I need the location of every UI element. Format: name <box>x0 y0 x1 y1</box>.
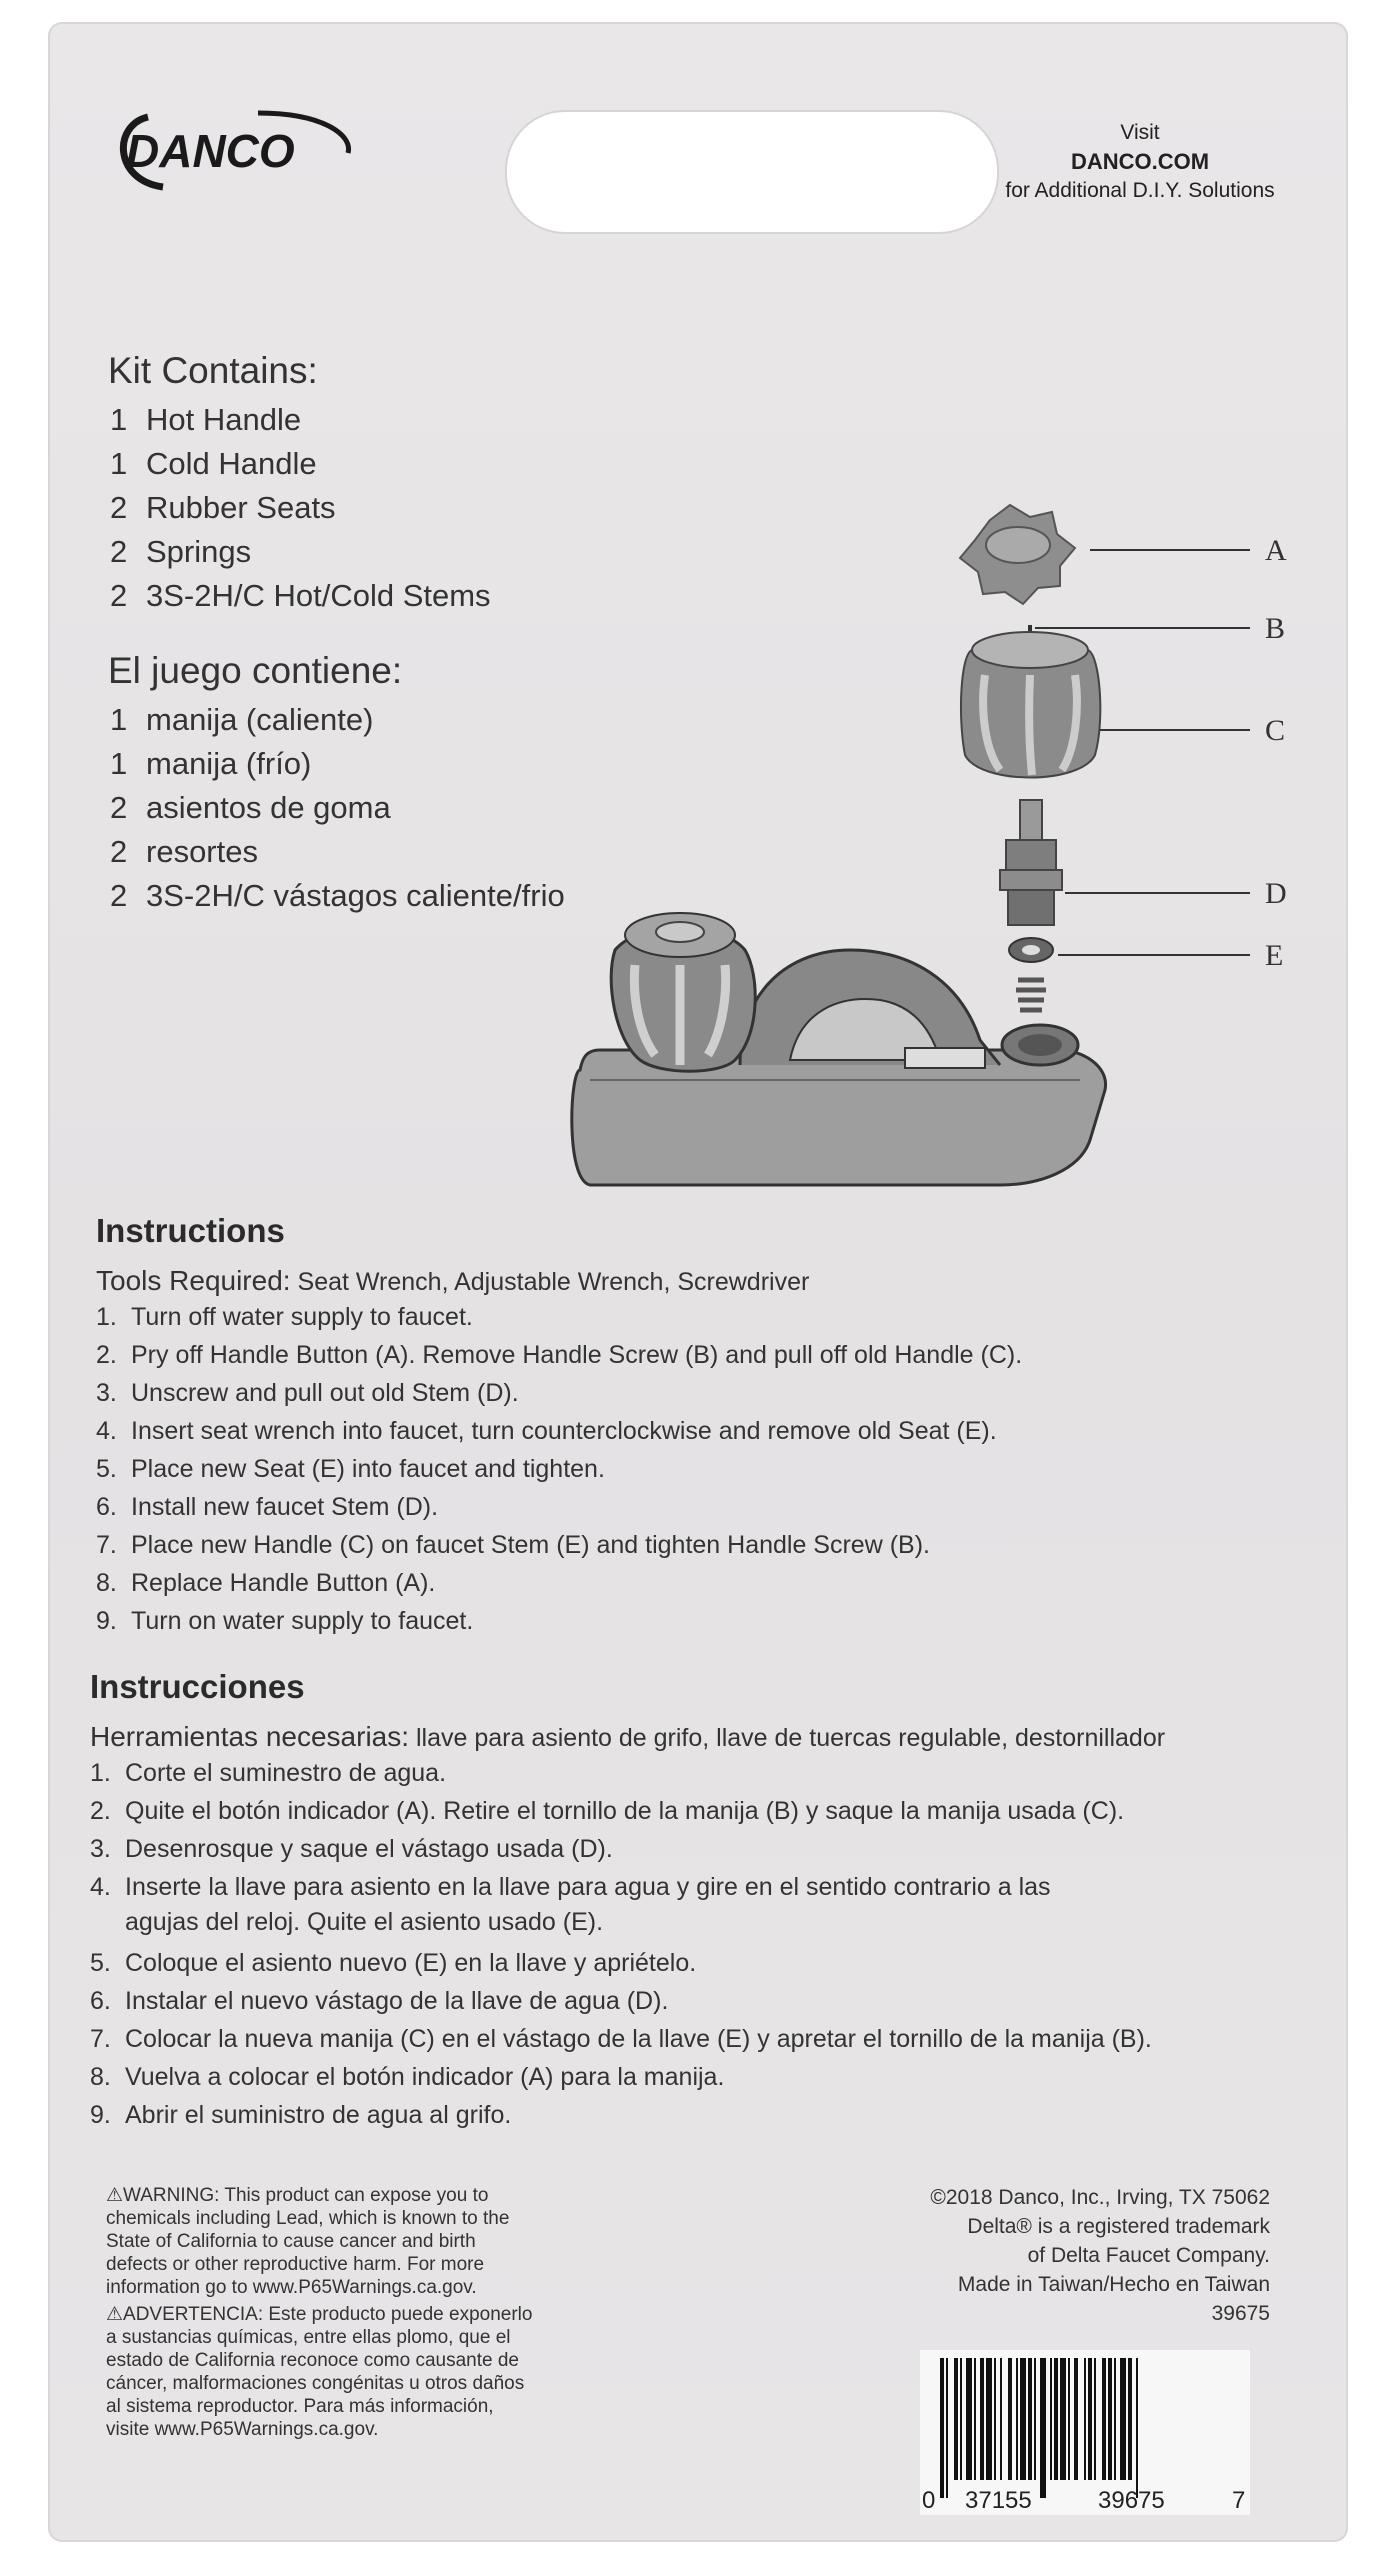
instrucciones-heading: Instrucciones <box>90 1668 305 1705</box>
barcode-bar <box>954 2358 958 2480</box>
kit-item: 2 Springs <box>110 534 252 569</box>
instruction-step-es: 3. Desenrosque y saque el vástago usada (D). <box>90 1835 613 1863</box>
barcode-bar <box>960 2358 962 2480</box>
barcode-digit-last: 7 <box>1232 2487 1246 2514</box>
instruction-step-es: 2. Quite el botón indicador (A). Retire el tornillo de la manija (B) y saque la manija usada (C). <box>90 1797 1125 1825</box>
danco-logo <box>108 105 358 195</box>
instruction-step-es-cont: agujas del reloj. Quite el asiento usado (E). <box>125 1908 604 1936</box>
instruction-step: 6. Install new faucet Stem (D). <box>96 1493 439 1521</box>
barcode-bar <box>966 2358 972 2480</box>
barcode-bar <box>1074 2358 1078 2480</box>
kit-contains-heading: Kit Contains: <box>108 350 318 391</box>
kit-item: 2 3S-2H/C Hot/Cold Stems <box>110 578 491 613</box>
instruction-step: 9. Turn on water supply to faucet. <box>96 1607 474 1635</box>
copyright-block: ©2018 Danco, Inc., Irving, TX 75062 Delta® is a registered trademark of Delta Faucet Company. Made in Taiwan/Hecho en Taiwan 39675 <box>930 2186 1270 2325</box>
instruction-step: 1. Turn off water supply to faucet. <box>96 1303 473 1331</box>
juego-contiene-heading: El juego contiene: <box>108 650 403 691</box>
diagram-label-e: E <box>1265 939 1284 972</box>
instruction-step: 4. Insert seat wrench into faucet, turn counterclockwise and remove old Seat (E). <box>96 1417 997 1445</box>
barcode-bar <box>1136 2358 1138 2498</box>
instructions-heading: Instructions <box>96 1212 285 1249</box>
handle-button-part <box>960 505 1075 604</box>
instruction-step: 3. Unscrew and pull out old Stem (D). <box>96 1379 519 1407</box>
barcode-bar <box>1020 2358 1026 2480</box>
barcode-bar <box>946 2358 948 2498</box>
barcode-bar <box>1060 2358 1066 2480</box>
barcode-bar <box>986 2358 992 2480</box>
instruction-step-es: 6. Instalar el nuevo vástago de la llave de agua (D). <box>90 1987 669 2015</box>
barcode-bar <box>1108 2358 1112 2480</box>
prop65-warning-en: ⚠WARNING: This product can expose you to chemicals including Lead, which is known to the State of California to cause cancer and birth defects or other reproductive harm. For more information go to www.P65Warnings.ca.gov. <box>106 2185 510 2298</box>
diagram-label-a: A <box>1265 534 1287 567</box>
kit-item: 2 Rubber Seats <box>110 490 336 525</box>
faucet-parts-diagram <box>560 480 1320 1260</box>
barcode-bar <box>974 2358 976 2480</box>
tools-required: Tools Required: Seat Wrench, Adjustable Wrench, Screwdriver <box>96 1265 810 1296</box>
instruction-step-es: 8. Vuelva a colocar el botón indicador (A) para la manija. <box>90 2063 725 2091</box>
instruction-step: 8. Replace Handle Button (A). <box>96 1569 436 1597</box>
barcode-bar <box>1016 2358 1018 2480</box>
prop65-warning-es: ⚠ADVERTENCIA: Este producto puede exponerlo a sustancias químicas, entre ellas plomo, que el estado de California reconoce como causante de cáncer, malformaciones congénitas u otros daños al sistema reproductor. Para más información, visite www.P65Warnings.ca.gov. <box>106 2304 533 2440</box>
barcode-digits-right: 39675 <box>1098 2487 1165 2514</box>
instruction-step-es: 4. Inserte la llave para asiento en la llave para agua y gire en el sentido contrario a las <box>90 1873 1051 1901</box>
instruction-step-es: 9. Abrir el suministro de agua al grifo. <box>90 2101 512 2129</box>
kit-item-es: 2 3S-2H/C vástagos caliente/frio <box>110 878 565 913</box>
instruction-step: 5. Place new Seat (E) into faucet and tighten. <box>96 1455 605 1483</box>
visit-line1: Visit <box>1120 121 1160 144</box>
visit-line3: for Additional D.I.Y. Solutions <box>1005 179 1275 202</box>
kit-item: 1 Hot Handle <box>110 402 302 437</box>
barcode-bar <box>1034 2358 1036 2480</box>
stem-part <box>1000 800 1062 925</box>
kit-item: 1 Cold Handle <box>110 446 317 481</box>
barcode-bar <box>1102 2358 1106 2480</box>
barcode-digits-left: 37155 <box>965 2487 1032 2514</box>
seat-spring-part <box>1009 938 1053 1010</box>
barcode-bar <box>1114 2358 1116 2480</box>
handle-part <box>961 632 1100 778</box>
barcode-bar <box>940 2358 944 2498</box>
herramientas-necesarias: Herramientas necesarias: llave para asiento de grifo, llave de tuercas regulable, destornillador <box>90 1721 1166 1752</box>
barcode-bar <box>1120 2358 1126 2480</box>
logo-text: DANCO <box>126 125 295 177</box>
kit-item-es: 1 manija (frío) <box>110 746 312 781</box>
barcode-bar <box>1094 2358 1096 2480</box>
instruction-step-es: 5. Coloque el asiento nuevo (E) en la llave y apriételo. <box>90 1949 697 1977</box>
visit-block <box>940 118 1340 205</box>
instruction-step-es: 1. Corte el suminestro de agua. <box>90 1759 447 1787</box>
barcode-bar <box>1000 2358 1002 2480</box>
barcode-bar <box>1050 2358 1052 2480</box>
barcode-bar <box>1128 2358 1132 2480</box>
kit-item-es: 2 resortes <box>110 834 258 869</box>
diagram-label-d: D <box>1265 877 1287 910</box>
barcode-bar <box>980 2358 984 2480</box>
visit-website: DANCO.COM <box>1070 149 1210 174</box>
barcode-digit-first: 0 <box>922 2487 936 2514</box>
instruction-step: 2. Pry off Handle Button (A). Remove Handle Screw (B) and pull off old Handle (C). <box>96 1341 1023 1369</box>
kit-item-es: 1 manija (caliente) <box>110 702 374 737</box>
kit-item-es: 2 asientos de goma <box>110 790 391 825</box>
upc-barcode <box>920 2350 1250 2515</box>
hang-hole <box>505 110 999 234</box>
barcode-bar <box>1084 2358 1086 2480</box>
diagram-label-c: C <box>1265 714 1286 747</box>
diagram-label-b: B <box>1265 612 1286 645</box>
barcode-bar <box>994 2358 996 2480</box>
barcode-bar <box>1008 2358 1012 2480</box>
instruction-step: 7. Place new Handle (C) on faucet Stem (E) and tighten Handle Screw (B). <box>96 1531 930 1559</box>
barcode-bar <box>1028 2358 1032 2480</box>
instruction-step-es: 7. Colocar la nueva manija (C) en el vástago de la llave (E) y apretar el tornillo de la manija (B). <box>90 2025 1152 2053</box>
barcode-bar <box>1088 2358 1092 2480</box>
barcode-bar <box>1068 2358 1070 2480</box>
barcode-bar <box>1040 2358 1046 2498</box>
barcode-bar <box>1054 2358 1058 2480</box>
